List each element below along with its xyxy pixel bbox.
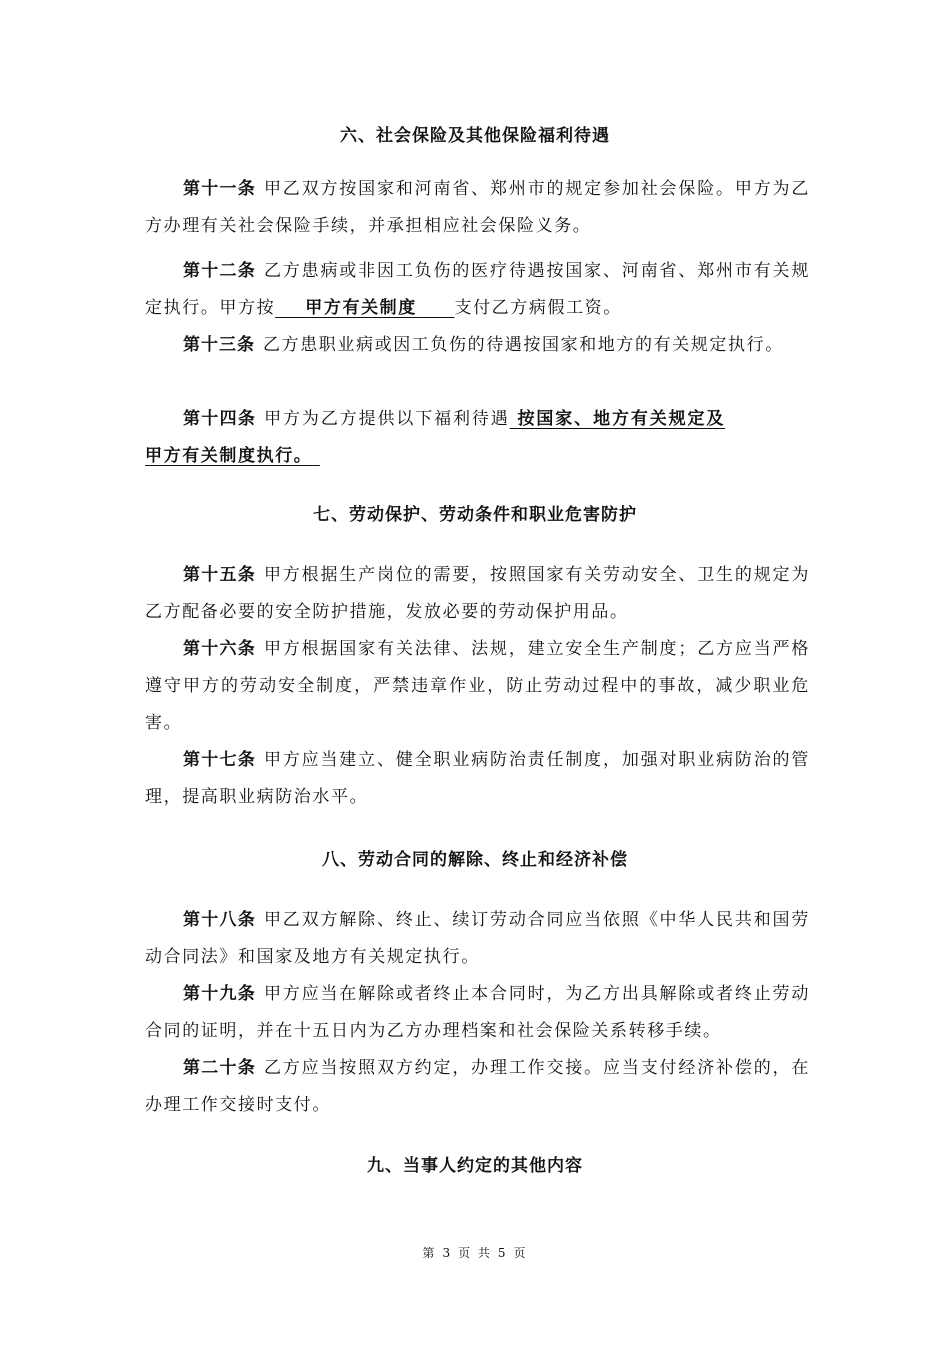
footer-suffix: 页: [513, 1246, 528, 1260]
article-label: 第十二条: [183, 261, 256, 281]
article-13: [145, 327, 810, 364]
article-text: 乙方患病或非因工负伤的医疗待遇按国家、河南省、郑州市有关规定执行。甲方按: [145, 261, 810, 318]
page-number: 3: [442, 1246, 453, 1260]
page-total: 5: [497, 1246, 508, 1260]
article-text: 甲方应当建立、健全职业病防治责任制度，加强对职业病防治的管理，提高职业病防治水平。: [145, 750, 810, 807]
footer-prefix: 第: [422, 1246, 437, 1260]
article-text: 甲乙双方解除、终止、续订劳动合同应当依照《中华人民共和国劳动合同法》和国家及地方有关规定执行。: [145, 910, 810, 967]
article-15: [145, 557, 810, 631]
underlined-fill-in: 甲方有关制度: [305, 298, 417, 318]
section-heading-9: 九、当事人约定的其他内容: [367, 1156, 583, 1176]
article-label: 第十一条: [183, 179, 256, 199]
article-text: 甲方根据国家有关法律、法规，建立安全生产制度；乙方应当严格遵守甲方的劳动安全制度，严禁违章作业，防止劳动过程中的事故，减少职业危害。: [145, 639, 810, 733]
article-label: 第十六条: [183, 639, 256, 659]
article-text: 甲乙双方按国家和河南省、郑州市的规定参加社会保险。甲方为乙方办理有关社会保险手续，并承担相应社会保险义务。: [145, 179, 810, 236]
article-text: 甲方为乙方提供以下福利待遇: [264, 409, 510, 429]
article-17: [145, 742, 810, 816]
article-14: [145, 401, 725, 475]
article-11: [145, 171, 810, 245]
article-19: [145, 976, 810, 1050]
underlined-fill-in: 按国家、地方有关规定及甲方有关制度执行。: [145, 409, 725, 466]
article-text: 甲方根据生产岗位的需要，按照国家有关劳动安全、卫生的规定为乙方配备必要的安全防护措施，发放必要的劳动保护用品。: [145, 565, 810, 622]
article-text: 乙方应当按照双方约定，办理工作交接。应当支付经济补偿的，在办理工作交接时支付。: [145, 1058, 810, 1115]
article-label: 第二十条: [183, 1058, 256, 1078]
article-label: 第十八条: [183, 910, 256, 930]
section-heading-6: 六、社会保险及其他保险福利待遇: [340, 126, 610, 146]
page-footer: [0, 1244, 950, 1261]
article-label: 第十四条: [183, 409, 257, 429]
article-18: [145, 902, 810, 976]
article-label: 第十九条: [183, 984, 256, 1004]
article-20: [145, 1050, 810, 1124]
article-label: 第十三条: [183, 335, 255, 355]
article-label: 第十七条: [183, 750, 256, 770]
article-12: [145, 253, 810, 327]
article-16: [145, 631, 810, 742]
article-label: 第十五条: [183, 565, 256, 585]
section-heading-7: 七、劳动保护、劳动条件和职业危害防护: [313, 505, 637, 525]
article-text: 甲方应当在解除或者终止本合同时，为乙方出具解除或者终止劳动合同的证明，并在十五日内为乙方办理档案和社会保险关系转移手续。: [145, 984, 810, 1041]
footer-middle: 页 共: [458, 1246, 492, 1260]
article-text: 乙方患职业病或因工负伤的待遇按国家和地方的有关规定执行。: [263, 335, 784, 355]
article-text-continued: 支付乙方病假工资。: [454, 298, 622, 318]
section-heading-8: 八、劳动合同的解除、终止和经济补偿: [322, 850, 628, 870]
